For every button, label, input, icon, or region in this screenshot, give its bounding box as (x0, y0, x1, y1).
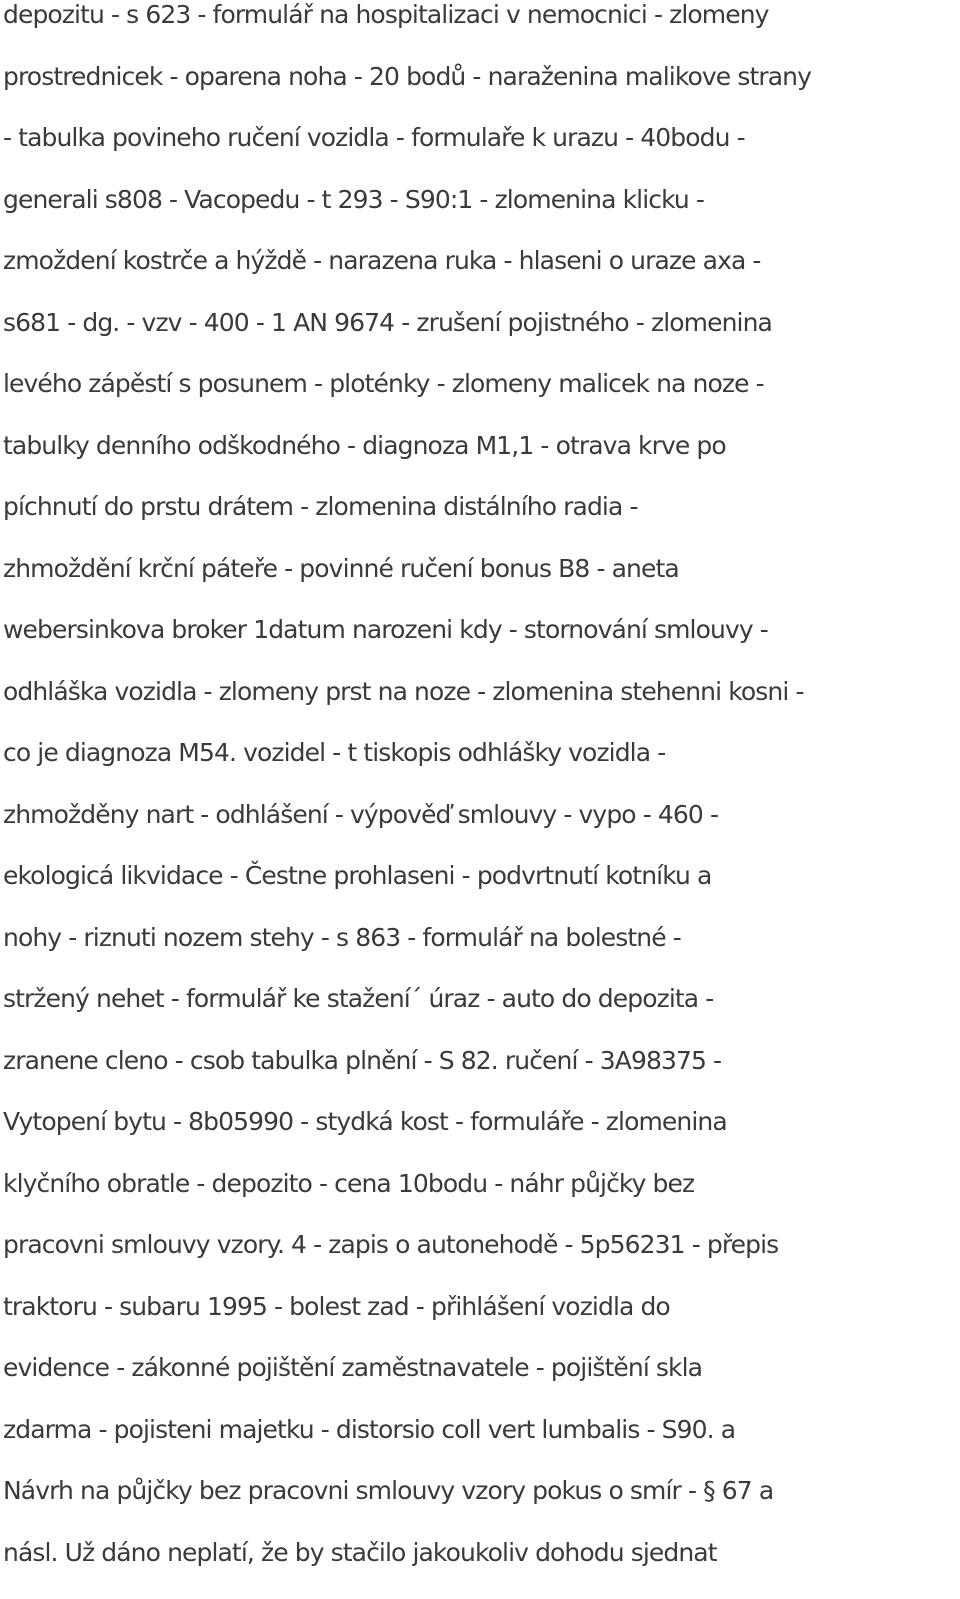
text-line: zmoždení kostrče a hýždě - narazena ruka - hlaseni o uraze axa - (3, 246, 761, 275)
text-line: levého zápěstí s posunem - ploténky - zlomeny malicek na noze - (3, 369, 764, 398)
text-line: pracovni smlouvy vzory. 4 - zapis o autonehodě - 5p56231 - přepis (3, 1230, 779, 1259)
text-line: depozitu - s 623 - formulář na hospitalizaci v nemocnici - zlomeny (3, 0, 769, 29)
text-line: nohy - riznuti nozem stehy - s 863 - formulář na bolestné - (3, 923, 681, 952)
text-line: webersinkova broker 1datum narozeni kdy - stornování smlouvy - (3, 615, 768, 644)
text-line: Vytopení bytu - 8b05990 - stydká kost - formuláře - zlomenina (3, 1107, 727, 1136)
text-line: Návrh na půjčky bez pracovni smlouvy vzory pokus o smír - § 67 a (3, 1476, 774, 1505)
text-line: odhláška vozidla - zlomeny prst na noze - zlomenina stehenni kosni - (3, 677, 804, 706)
text-line: klyčního obratle - depozito - cena 10bodu - náhr půjčky bez (3, 1169, 695, 1198)
text-line: traktoru - subaru 1995 - bolest zad - přihlášení vozidla do (3, 1292, 670, 1321)
text-line: zhmoždění krční páteře - povinné ručení bonus B8 - aneta (3, 554, 679, 583)
text-line: - tabulka povineho ručení vozidla - formulaře k urazu - 40bodu - (3, 123, 745, 152)
text-line: s681 - dg. - vzv - 400 - 1 AN 9674 - zrušení pojistného - zlomenina (3, 308, 772, 337)
text-line: násl. Už dáno neplatí, že by stačilo jakoukoliv dohodu sjednat (3, 1538, 717, 1567)
text-line: tabulky denního odškodného - diagnoza M1,1 - otrava krve po (3, 431, 726, 460)
text-line: zhmožděny nart - odhlášení - výpověď smlouvy - vypo - 460 - (3, 800, 719, 829)
text-line: stržený nehet - formulář ke stažení´ úraz - auto do depozita - (3, 984, 714, 1013)
text-line: zdarma - pojisteni majetku - distorsio coll vert lumbalis - S90. a (3, 1415, 736, 1444)
text-line: zranene cleno - csob tabulka plnění - S 82. ručení - 3A98375 - (3, 1046, 722, 1075)
text-line: ekologicá likvidace - Čestne prohlaseni - podvrtnutí kotníku a (3, 861, 712, 890)
text-line: generali s808 - Vacopedu - t 293 - S90:1 - zlomenina klicku - (3, 185, 705, 214)
text-line: prostrednicek - oparena noha - 20 bodů - naraženina malikove strany (3, 62, 811, 91)
text-line: píchnutí do prstu drátem - zlomenina distálního radia - (3, 492, 638, 521)
text-line: evidence - zákonné pojištění zaměstnavatele - pojištění skla (3, 1353, 703, 1382)
text-line: co je diagnoza M54. vozidel - t tiskopis odhlášky vozidla - (3, 738, 666, 767)
